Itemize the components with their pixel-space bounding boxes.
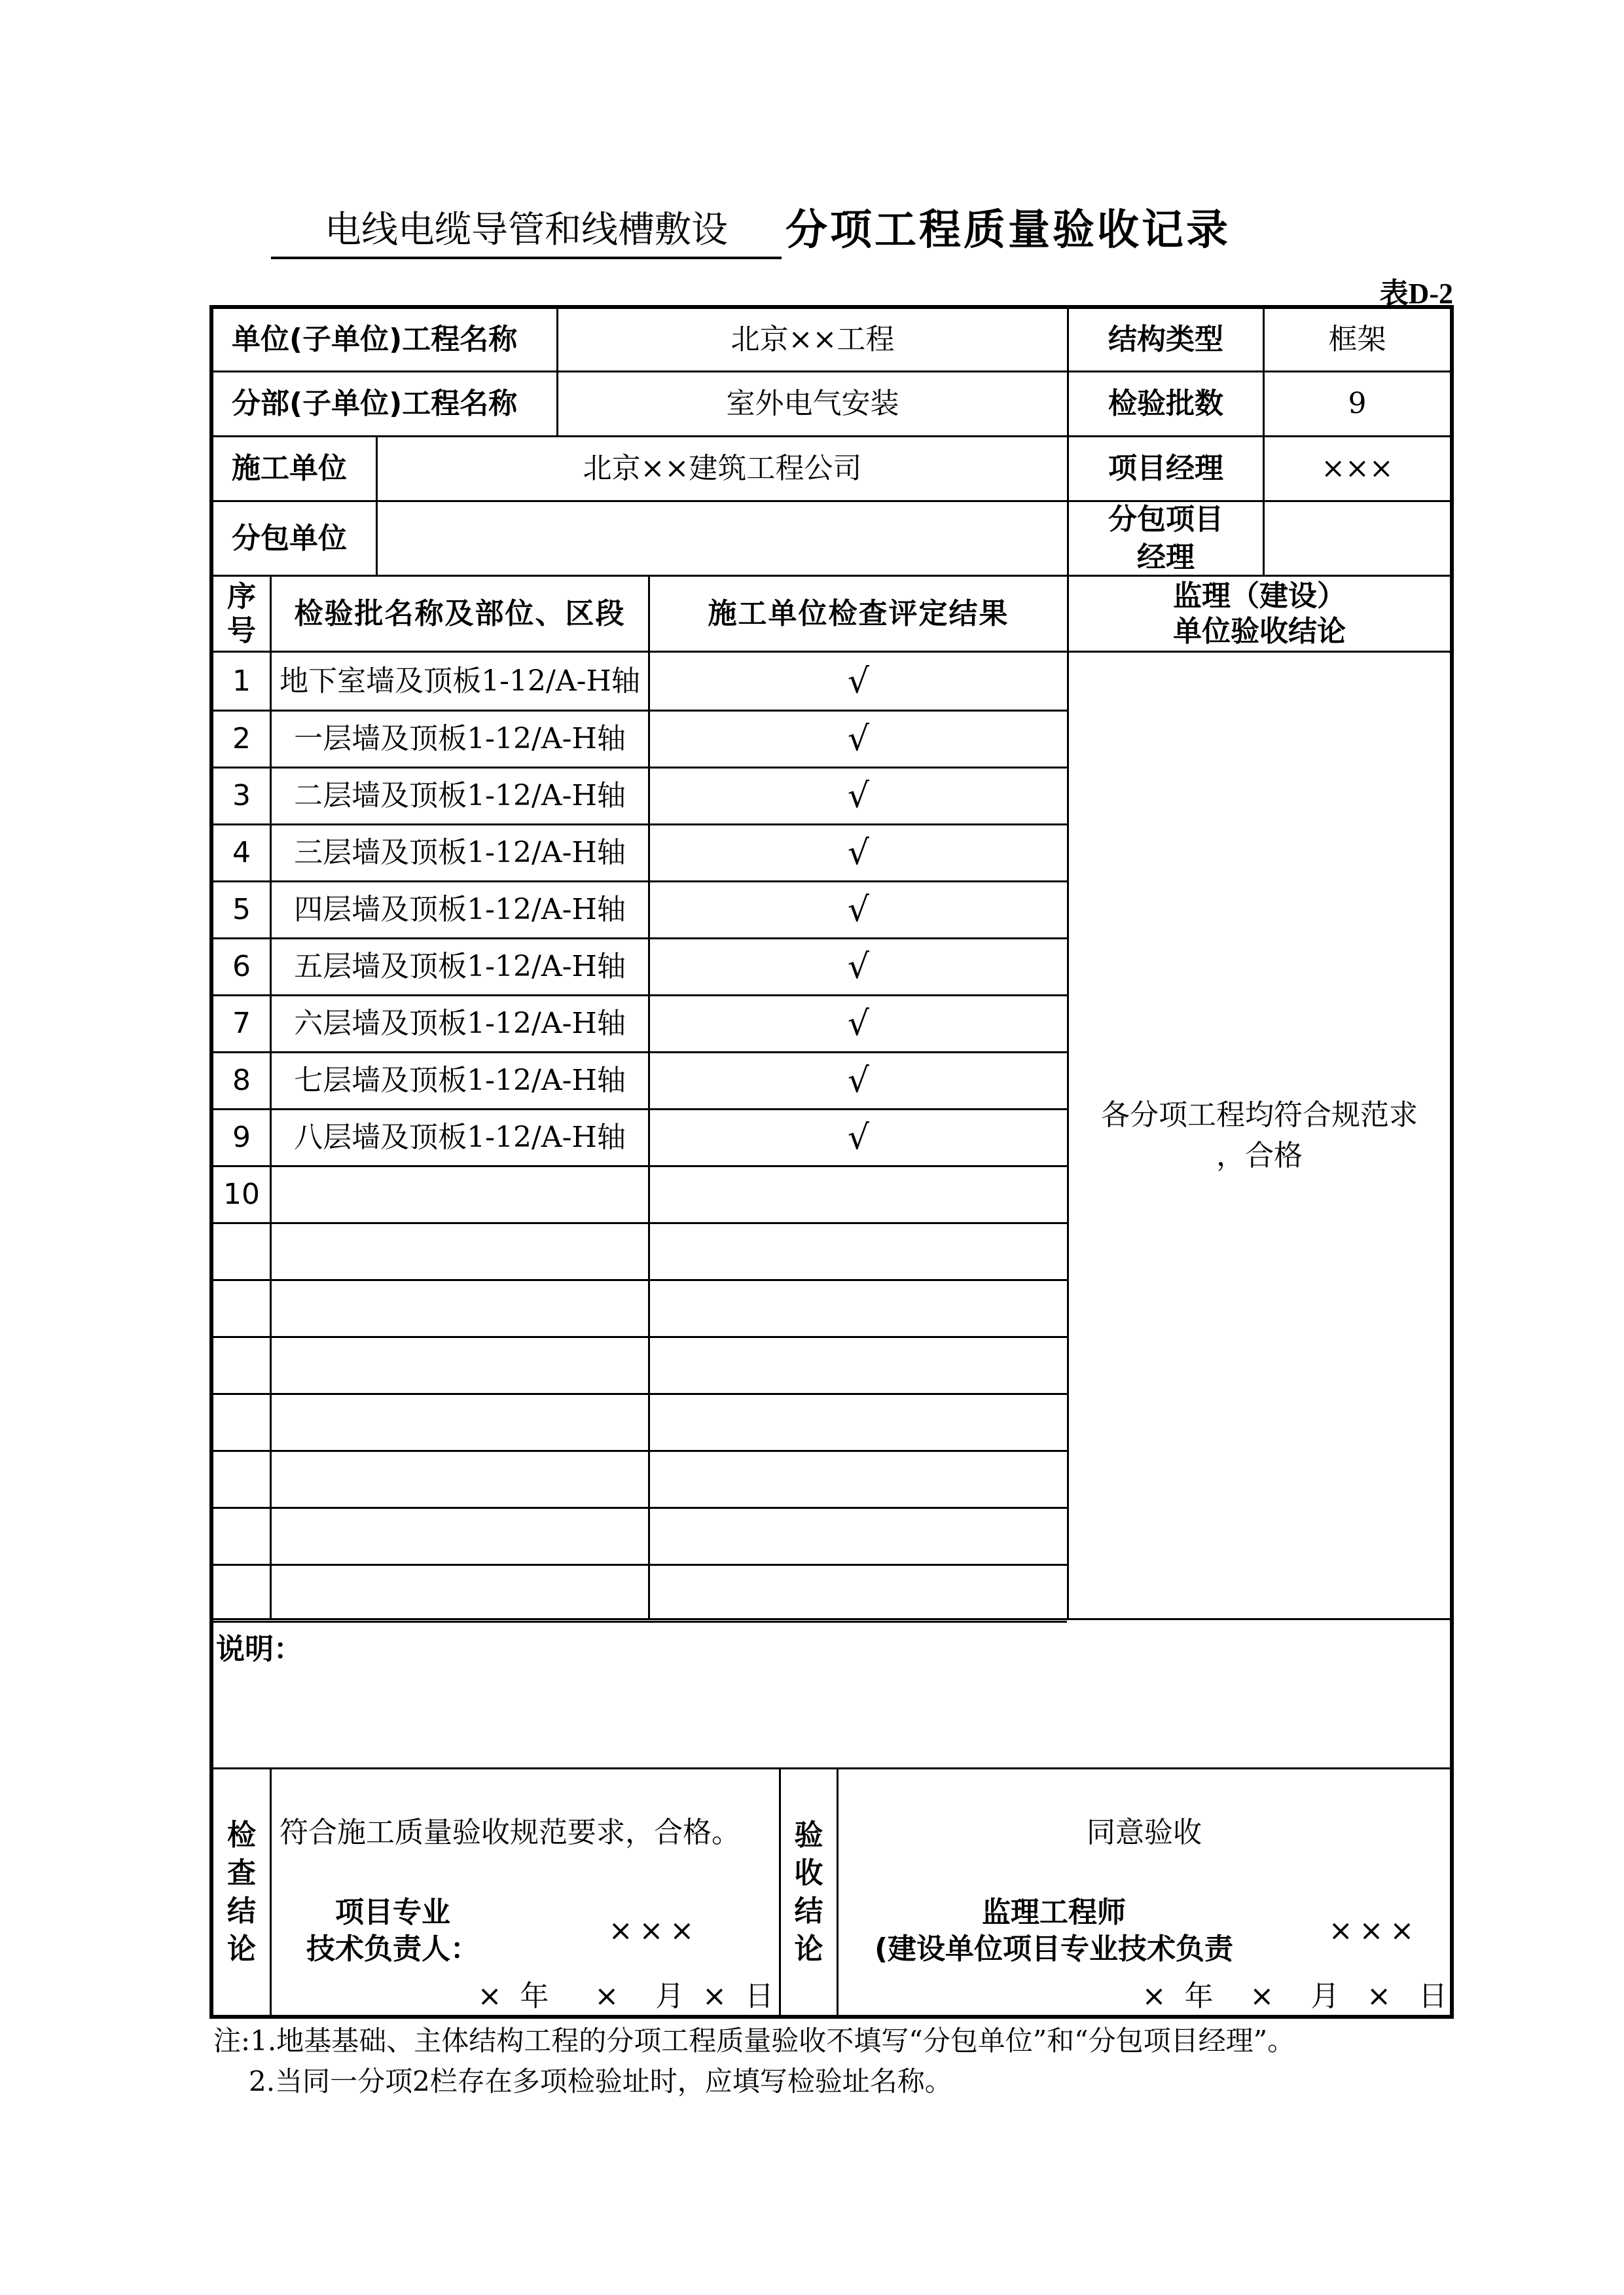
inspection-signer-role	[281, 1892, 504, 1970]
row-no: 9	[232, 1121, 251, 1154]
inspection-label-char: 结	[227, 1894, 256, 1928]
contractor-label: 施工单位	[232, 452, 347, 485]
row-check-mark: √	[847, 1004, 870, 1043]
acceptance-date: × 年 × 月 × 日	[1142, 1979, 1447, 2013]
inspection-signer-role-line2: 技术负责人：	[306, 1932, 479, 1966]
row-batch-name: 七层墙及顶板1-12/A-H轴	[294, 1064, 626, 1097]
acceptance-signer-role	[844, 1892, 1263, 1970]
sub-project-value: 室外电气安装	[726, 387, 899, 420]
col-header-no-line1: 序	[227, 579, 256, 613]
inspection-signer-name: ×××	[608, 1914, 701, 1947]
acceptance-label-char: 结	[794, 1894, 823, 1928]
inspection-label-char: 查	[227, 1856, 256, 1890]
row-check-mark: √	[847, 719, 870, 759]
structure-type-label: 结构类型	[1108, 323, 1223, 356]
subcontractor-label: 分包单位	[232, 521, 347, 555]
row-no: 7	[232, 1007, 251, 1040]
row-no: 6	[232, 950, 251, 983]
acceptance-signer-name: ×××	[1328, 1914, 1421, 1947]
row-no: 8	[232, 1064, 251, 1097]
row-no: 10	[223, 1178, 260, 1211]
row-check-mark: √	[847, 1061, 870, 1100]
sub-pm-value	[1265, 502, 1450, 575]
row-batch-name: 地下室墙及顶板1-12/A-H轴	[280, 664, 640, 698]
footnote-2: 2.当同一分项2栏存在多项检验址时，应填写检验址名称。	[249, 2065, 952, 2097]
col-header-contractor-result: 施工单位检查评定结果	[708, 596, 1009, 630]
row-no: 2	[232, 722, 251, 755]
row-check-mark: √	[847, 833, 870, 873]
acceptance-conclusion-label	[781, 1769, 837, 2015]
row-no: 1	[232, 664, 251, 698]
supervisor-conclusion-line2: ，合格	[1216, 1138, 1303, 1172]
acceptance-signer-role-line1: 监理工程师	[982, 1896, 1126, 1929]
acceptance-label-char: 收	[794, 1856, 823, 1890]
col-header-supervisor-line2: 单位验收结论	[1173, 614, 1346, 648]
acceptance-label-char: 论	[794, 1932, 823, 1966]
row-batch-name: 六层墙及顶板1-12/A-H轴	[294, 1007, 626, 1040]
inspection-conclusion-label	[213, 1769, 270, 2015]
table-number: 表D-2	[1379, 278, 1453, 310]
row-batch-name: 五层墙及顶板1-12/A-H轴	[294, 950, 626, 983]
inspection-label-char: 检	[227, 1818, 256, 1852]
inspection-label-char: 论	[227, 1932, 256, 1966]
acceptance-label-char: 验	[794, 1818, 823, 1852]
col-header-supervisor	[1069, 577, 1450, 651]
col-header-no	[213, 577, 270, 651]
row-no: 3	[232, 779, 251, 812]
sub-pm-label-line1: 分包项目	[1108, 502, 1223, 536]
remarks-label: 说明：	[216, 1633, 302, 1666]
project-manager-label: 项目经理	[1108, 452, 1223, 485]
row-check-mark: √	[847, 776, 870, 816]
row-batch-name: 一层墙及顶板1-12/A-H轴	[294, 722, 626, 755]
sub-project-label: 分部(子单位)工程名称	[232, 387, 518, 420]
batch-count-value: 9	[1348, 387, 1367, 420]
footnote-1: 注:1.地基基础、主体结构工程的分项工程质量验收不填写“分包单位”和“分包项目经理”。	[213, 2025, 1295, 2057]
document-subject: 电线电缆导管和线槽敷设	[271, 204, 782, 259]
acceptance-signer-role-line2: (建设单位项目专业技术负责	[874, 1932, 1234, 1966]
row-check-mark: √	[847, 890, 870, 930]
row-check-mark	[650, 1167, 1067, 1222]
batch-count-label: 检验批数	[1108, 387, 1223, 420]
col-header-batch-name: 检验批名称及部位、区段	[294, 596, 626, 630]
unit-project-label: 单位(子单位)工程名称	[232, 323, 518, 356]
row-batch-name	[272, 1167, 648, 1222]
col-header-no-line2: 号	[227, 613, 256, 647]
row-check-mark: √	[847, 947, 870, 986]
row-check-mark: √	[847, 661, 870, 701]
row-no: 5	[232, 893, 251, 926]
inspection-signer-role-line1: 项目专业	[335, 1896, 450, 1929]
structure-type-value: 框架	[1328, 323, 1386, 356]
document-title: 分项工程质量验收记录	[785, 206, 1231, 255]
unit-project-value: 北京××工程	[731, 323, 895, 356]
subcontractor-value	[378, 502, 1067, 575]
contractor-value: 北京××建筑工程公司	[583, 452, 862, 485]
row-batch-name: 二层墙及顶板1-12/A-H轴	[294, 779, 626, 812]
supervisor-conclusion-line1: 各分项工程均符合规范求	[1101, 1098, 1418, 1132]
sub-pm-label	[1069, 502, 1263, 575]
project-manager-value: ×××	[1321, 452, 1394, 485]
row-check-mark: √	[847, 1118, 870, 1157]
col-header-supervisor-line1: 监理（建设）	[1173, 579, 1346, 613]
acceptance-conclusion-text: 同意验收	[1087, 1816, 1202, 1849]
inspection-conclusion-text: 符合施工质量验收规范要求，合格。	[280, 1816, 740, 1849]
row-no: 4	[232, 836, 251, 869]
row-batch-name: 三层墙及顶板1-12/A-H轴	[294, 836, 626, 869]
supervisor-conclusion	[1069, 653, 1450, 1618]
row-batch-name: 四层墙及顶板1-12/A-H轴	[294, 893, 626, 926]
inspection-date: × 年 × 月 × 日	[477, 1979, 774, 2013]
sub-pm-label-line2: 经理	[1137, 540, 1195, 574]
row-batch-name: 八层墙及顶板1-12/A-H轴	[294, 1121, 626, 1154]
